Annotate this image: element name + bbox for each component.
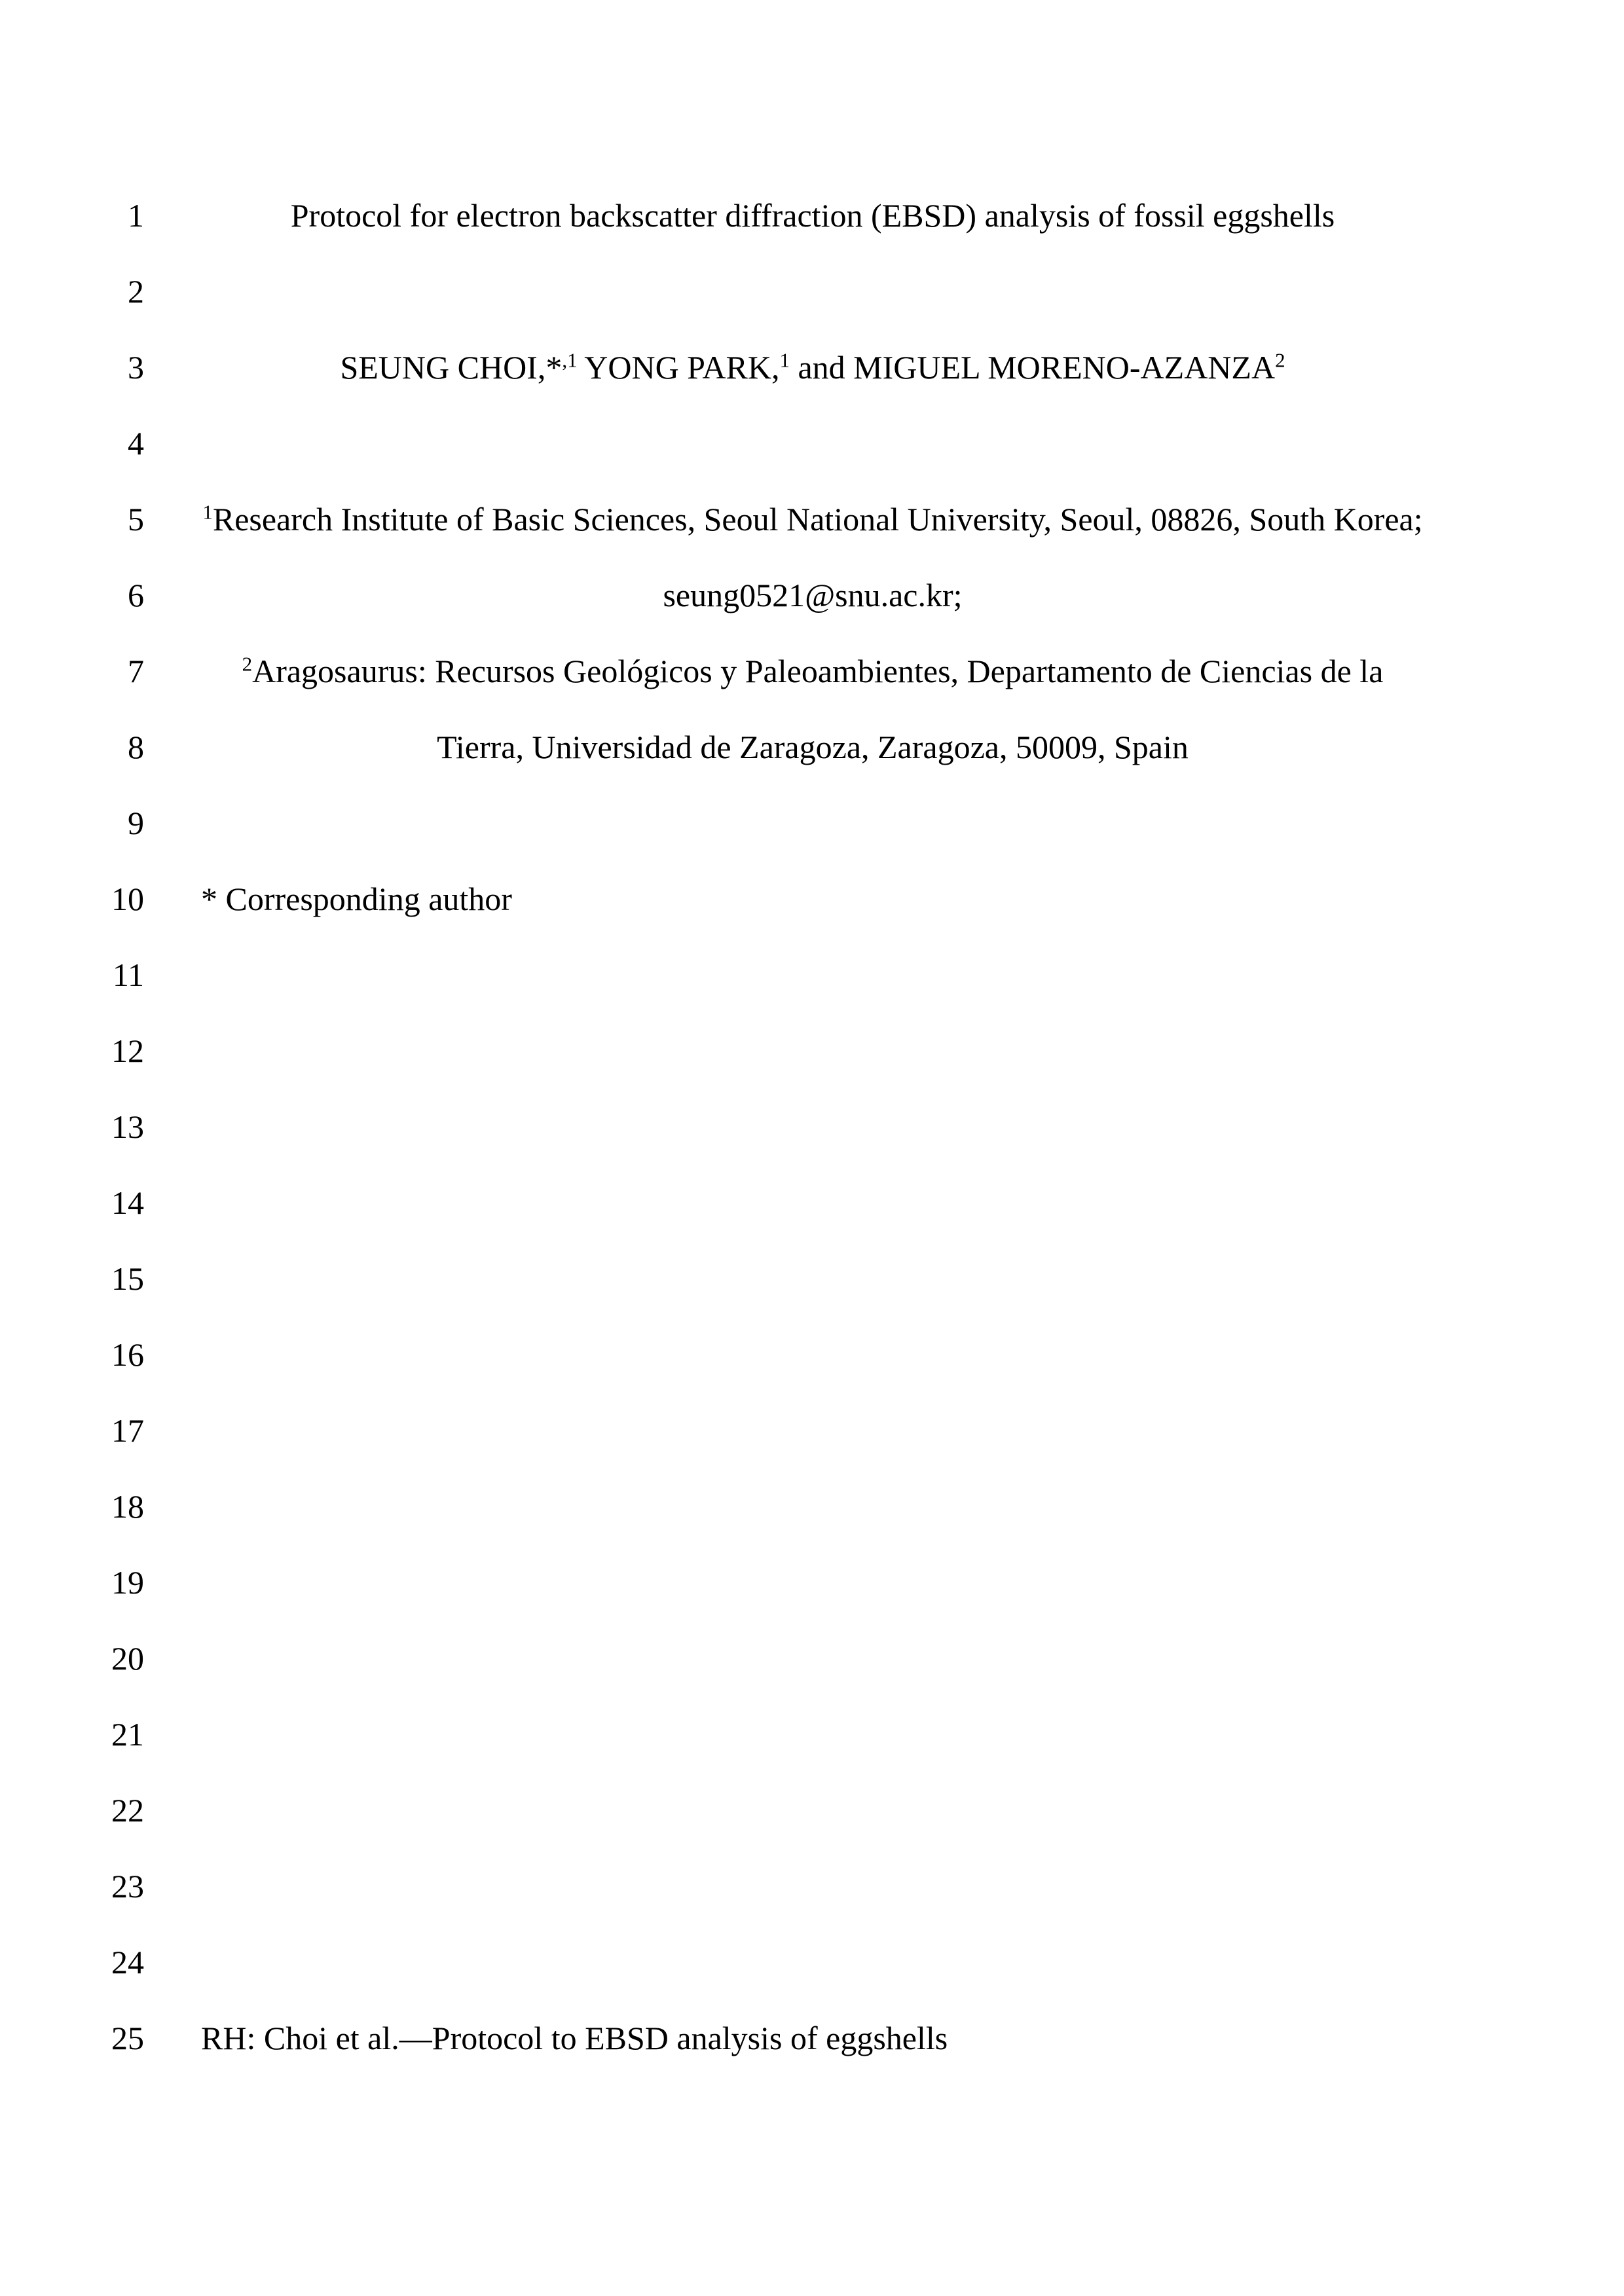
line-text — [201, 196, 1424, 234]
superscript-text: 2 — [1275, 348, 1285, 372]
text-segment: Aragosaurus: Recursos Geológicos y Paleoambientes, Departamento de Ciencias de la — [252, 653, 1384, 689]
line-number: 17 — [111, 1412, 144, 1449]
manuscript-line — [0, 652, 1624, 728]
line-number: 4 — [128, 425, 144, 462]
manuscript-line — [0, 1412, 1624, 1487]
manuscript-line — [0, 1943, 1624, 2019]
line-number: 11 — [112, 957, 144, 993]
line-number: 14 — [111, 1184, 144, 1221]
manuscript-line — [0, 1032, 1624, 1108]
manuscript-line — [0, 1108, 1624, 1184]
text-segment: RH: Choi et al.—Protocol to EBSD analysis of eggshells — [201, 2020, 948, 2056]
line-number: 12 — [111, 1032, 144, 1069]
superscript-text: 1 — [202, 500, 213, 524]
line-text — [201, 728, 1424, 766]
line-number: 18 — [111, 1488, 144, 1525]
line-number: 16 — [111, 1336, 144, 1373]
manuscript-lines — [0, 196, 1624, 2095]
line-number: 8 — [128, 729, 144, 765]
manuscript-line — [0, 500, 1624, 576]
line-number: 19 — [111, 1564, 144, 1601]
line-text — [201, 576, 1424, 614]
superscript-text: 1 — [779, 348, 790, 372]
line-number: 21 — [111, 1716, 144, 1753]
line-number: 25 — [111, 2020, 144, 2056]
line-number: 5 — [128, 501, 144, 538]
manuscript-line — [0, 1639, 1624, 1715]
manuscript-line — [0, 1867, 1624, 1943]
text-segment: seung0521@snu.ac.kr; — [663, 577, 963, 613]
manuscript-line — [0, 576, 1624, 652]
line-number: 24 — [111, 1944, 144, 1980]
manuscript-line — [0, 2019, 1624, 2095]
line-number: 7 — [128, 653, 144, 689]
superscript-text: 2 — [242, 652, 253, 676]
manuscript-line — [0, 804, 1624, 880]
text-segment: Research Institute of Basic Sciences, Seoul National University, Seoul, 08826, South Korea; — [212, 501, 1423, 538]
manuscript-line — [0, 728, 1624, 804]
manuscript-line — [0, 424, 1624, 500]
superscript-text: ,1 — [562, 348, 578, 372]
line-number: 20 — [111, 1640, 144, 1677]
manuscript-line — [0, 1715, 1624, 1791]
line-number: 1 — [128, 197, 144, 234]
manuscript-line — [0, 272, 1624, 348]
manuscript-line — [0, 1563, 1624, 1639]
manuscript-line — [0, 1260, 1624, 1336]
text-segment: and MIGUEL MORENO-AZANZA — [789, 349, 1276, 386]
line-number: 10 — [111, 881, 144, 917]
line-number: 22 — [111, 1792, 144, 1829]
manuscript-line — [0, 1184, 1624, 1260]
line-text — [201, 500, 1424, 538]
manuscript-line — [0, 1487, 1624, 1563]
text-segment: * Corresponding author — [201, 881, 512, 917]
manuscript-line — [0, 1336, 1624, 1412]
line-number: 13 — [111, 1108, 144, 1145]
line-number: 6 — [128, 577, 144, 613]
line-text — [201, 880, 1424, 918]
line-number: 9 — [128, 805, 144, 841]
line-number: 23 — [111, 1868, 144, 1904]
manuscript-line — [0, 956, 1624, 1032]
manuscript-line — [0, 1791, 1624, 1867]
line-number: 2 — [128, 273, 144, 310]
manuscript-line — [0, 880, 1624, 956]
manuscript-line — [0, 196, 1624, 272]
line-text — [201, 348, 1424, 386]
line-number: 3 — [128, 349, 144, 386]
text-segment: SEUNG CHOI,* — [340, 349, 563, 386]
text-segment: Tierra, Universidad de Zaragoza, Zaragoza, 50009, Spain — [437, 729, 1189, 765]
text-segment: YONG PARK, — [577, 349, 780, 386]
text-segment: Protocol for electron backscatter diffraction (EBSD) analysis of fossil eggshells — [290, 197, 1335, 234]
line-text — [201, 652, 1424, 690]
line-number: 15 — [111, 1260, 144, 1297]
line-text — [201, 2019, 1424, 2057]
manuscript-line — [0, 348, 1624, 424]
